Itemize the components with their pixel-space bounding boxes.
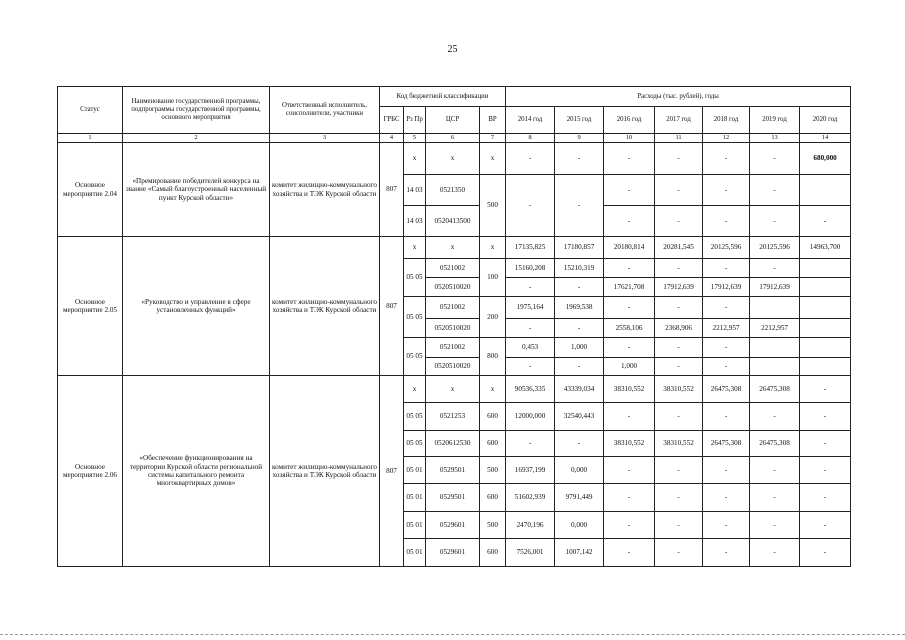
- csr-cell: 0529501: [426, 457, 480, 484]
- value-cell: -: [655, 539, 703, 567]
- executor-cell: комитет жилищно-коммунального хозяйства и ТЭК Курской области: [270, 143, 380, 237]
- vr-cell: х: [480, 376, 506, 403]
- value-cell: -: [750, 175, 800, 206]
- value-cell: -: [506, 319, 555, 338]
- csr-cell: х: [426, 237, 480, 259]
- value-cell: 26475,308: [750, 431, 800, 457]
- csr-cell: 0521350: [426, 175, 480, 206]
- value-cell: -: [555, 278, 604, 297]
- value-cell: -: [604, 175, 655, 206]
- value-cell: -: [800, 539, 851, 567]
- header-program: Наименование государственной программы, подпрограммы государственной программы, основного мероприятия: [123, 87, 270, 134]
- value-cell: 1969,538: [555, 297, 604, 319]
- value-cell: -: [506, 278, 555, 297]
- csr-cell: 0520510020: [426, 278, 480, 297]
- header-year-2014: 2014 год: [506, 107, 555, 134]
- status-cell: Основное мероприятие 2.04: [58, 143, 123, 237]
- value-cell: -: [655, 175, 703, 206]
- vr-cell: х: [480, 143, 506, 175]
- value-cell: 26475,308: [703, 431, 750, 457]
- value-cell: 38310,552: [604, 431, 655, 457]
- csr-cell: 0521002: [426, 338, 480, 358]
- value-cell: -: [604, 143, 655, 175]
- table-row: [58, 237, 851, 259]
- csr-cell: х: [426, 143, 480, 175]
- table-row: [58, 143, 851, 175]
- page-footer-line: [0, 634, 905, 636]
- value-cell: 0,000: [555, 512, 604, 539]
- value-cell: -: [604, 457, 655, 484]
- header-rzpr: Рз Пр: [404, 107, 426, 134]
- value-cell: -: [655, 297, 703, 319]
- column-number: 2: [123, 134, 270, 143]
- csr-cell: 0520510020: [426, 358, 480, 376]
- csr-cell: х: [426, 376, 480, 403]
- value-cell: -: [604, 338, 655, 358]
- vr-cell: 500: [480, 457, 506, 484]
- value-cell: 20281,545: [655, 237, 703, 259]
- value-cell: -: [750, 143, 800, 175]
- value-cell: -: [750, 403, 800, 431]
- column-number: 1: [58, 134, 123, 143]
- value-cell: 17912,639: [655, 278, 703, 297]
- csr-cell: 0521253: [426, 403, 480, 431]
- header-status: Статус: [58, 87, 123, 134]
- value-cell: -: [800, 206, 851, 237]
- rzpr-cell: 05 05: [404, 297, 426, 338]
- program-name-cell: «Премирование победителей конкурса на звание «Самый благоустроенный населенный пункт Курской области»: [123, 143, 270, 237]
- vr-cell: 600: [480, 484, 506, 512]
- value-cell: -: [604, 206, 655, 237]
- value-cell: 20125,596: [703, 237, 750, 259]
- vr-cell: 500: [480, 175, 506, 237]
- value-cell: -: [604, 512, 655, 539]
- csr-cell: 0520612530: [426, 431, 480, 457]
- value-cell: -: [750, 206, 800, 237]
- value-cell: 17621,708: [604, 278, 655, 297]
- value-cell: -: [703, 259, 750, 278]
- value-cell: 38310,552: [655, 431, 703, 457]
- value-cell: 38310,552: [655, 376, 703, 403]
- program-name-cell: «Обеспечение функционирования на территории Курской области региональной системы капитального ремонта многоквартирных домов»: [123, 376, 270, 567]
- value-cell: [800, 259, 851, 278]
- rzpr-cell: х: [404, 237, 426, 259]
- header-year-2017: 2017 год: [655, 107, 703, 134]
- value-cell: 90536,335: [506, 376, 555, 403]
- vr-cell: 500: [480, 512, 506, 539]
- rzpr-cell: х: [404, 143, 426, 175]
- vr-cell: 200: [480, 297, 506, 338]
- budget-table: [57, 86, 851, 567]
- value-cell: -: [506, 358, 555, 376]
- csr-cell: 0529501: [426, 484, 480, 512]
- value-cell: -: [703, 539, 750, 567]
- column-number: 9: [555, 134, 604, 143]
- value-cell: -: [604, 539, 655, 567]
- rzpr-cell: 05 05: [404, 259, 426, 297]
- executor-cell: комитет жилищно-коммунального хозяйства и ТЭК Курской области: [270, 376, 380, 567]
- value-cell: -: [655, 457, 703, 484]
- vr-cell: 100: [480, 259, 506, 297]
- value-cell: -: [703, 338, 750, 358]
- value-cell: -: [655, 206, 703, 237]
- value-cell: -: [604, 403, 655, 431]
- value-cell: [800, 319, 851, 338]
- value-cell: 38310,552: [604, 376, 655, 403]
- value-cell: 2368,906: [655, 319, 703, 338]
- value-cell: 20125,596: [750, 237, 800, 259]
- value-cell: 51602,939: [506, 484, 555, 512]
- value-cell: -: [506, 143, 555, 175]
- csr-cell: 0521002: [426, 259, 480, 278]
- value-cell: -: [703, 358, 750, 376]
- rzpr-cell: 05 01: [404, 484, 426, 512]
- value-cell: 43339,034: [555, 376, 604, 403]
- value-cell: 2470,196: [506, 512, 555, 539]
- status-cell: Основное мероприятие 2.06: [58, 376, 123, 567]
- vr-cell: 600: [480, 539, 506, 567]
- value-cell: -: [655, 143, 703, 175]
- column-number: 11: [655, 134, 703, 143]
- grbs-cell: 807: [380, 237, 404, 376]
- value-cell: [750, 297, 800, 319]
- value-cell: -: [800, 403, 851, 431]
- column-number: 6: [426, 134, 480, 143]
- value-cell: [750, 358, 800, 376]
- value-cell: -: [555, 431, 604, 457]
- value-cell: [800, 338, 851, 358]
- value-cell: 15210,319: [555, 259, 604, 278]
- value-cell: -: [604, 259, 655, 278]
- value-cell: 9791,449: [555, 484, 604, 512]
- rzpr-cell: х: [404, 376, 426, 403]
- column-number: 3: [270, 134, 380, 143]
- value-cell: 1,000: [604, 358, 655, 376]
- value-cell: -: [655, 338, 703, 358]
- value-cell: -: [750, 539, 800, 567]
- rzpr-cell: 05 05: [404, 403, 426, 431]
- column-number: 4: [380, 134, 404, 143]
- value-cell: 17912,639: [703, 278, 750, 297]
- grbs-cell: 807: [380, 376, 404, 567]
- vr-cell: 600: [480, 431, 506, 457]
- table-row: [58, 376, 851, 403]
- rzpr-cell: 14 03: [404, 175, 426, 206]
- value-cell: [800, 175, 851, 206]
- value-cell: 0,453: [506, 338, 555, 358]
- value-cell: -: [800, 512, 851, 539]
- page-number: 25: [447, 44, 458, 55]
- value-cell: -: [750, 484, 800, 512]
- executor-cell: комитет жилищно-коммунального хозяйства и ТЭК Курской области: [270, 237, 380, 376]
- value-cell: -: [800, 457, 851, 484]
- value-cell: 26475,308: [750, 376, 800, 403]
- value-cell: -: [655, 512, 703, 539]
- rzpr-cell: 05 01: [404, 512, 426, 539]
- header-year-2016: 2016 год: [604, 107, 655, 134]
- value-cell: 26475,308: [703, 376, 750, 403]
- status-cell: Основное мероприятие 2.05: [58, 237, 123, 376]
- value-cell: -: [703, 403, 750, 431]
- value-cell: -: [555, 175, 604, 237]
- value-cell: 17912,639: [750, 278, 800, 297]
- value-cell: -: [506, 431, 555, 457]
- value-cell: 32540,443: [555, 403, 604, 431]
- value-cell: -: [703, 175, 750, 206]
- csr-cell: 0520413500: [426, 206, 480, 237]
- rzpr-cell: 05 01: [404, 457, 426, 484]
- header-grbs: ГРБС: [380, 107, 404, 134]
- value-cell: -: [655, 403, 703, 431]
- column-number: 8: [506, 134, 555, 143]
- value-cell: 1,000: [555, 338, 604, 358]
- value-cell: 7526,001: [506, 539, 555, 567]
- header-year-2018: 2018 год: [703, 107, 750, 134]
- column-number: 12: [703, 134, 750, 143]
- value-cell: -: [703, 484, 750, 512]
- column-number: 13: [750, 134, 800, 143]
- column-number: 7: [480, 134, 506, 143]
- value-cell: 2558,106: [604, 319, 655, 338]
- value-cell: -: [703, 143, 750, 175]
- value-cell: 17135,825: [506, 237, 555, 259]
- value-cell: -: [800, 431, 851, 457]
- value-cell: 17180,857: [555, 237, 604, 259]
- value-cell: -: [800, 376, 851, 403]
- value-cell: -: [800, 484, 851, 512]
- rzpr-cell: 05 05: [404, 431, 426, 457]
- rzpr-cell: 05 05: [404, 338, 426, 376]
- header-csr: ЦСР: [426, 107, 480, 134]
- value-cell: -: [703, 297, 750, 319]
- value-cell: -: [604, 484, 655, 512]
- value-cell: -: [555, 143, 604, 175]
- header-year-2015: 2015 год: [555, 107, 604, 134]
- value-cell: [800, 278, 851, 297]
- vr-cell: х: [480, 237, 506, 259]
- vr-cell: 800: [480, 338, 506, 376]
- header-budget-code: Код бюджетной классификации: [380, 87, 506, 107]
- value-cell: 20180,814: [604, 237, 655, 259]
- value-cell: -: [750, 512, 800, 539]
- value-cell: -: [703, 206, 750, 237]
- value-cell: -: [750, 457, 800, 484]
- value-cell: -: [703, 457, 750, 484]
- value-cell: 1975,164: [506, 297, 555, 319]
- column-number: 14: [800, 134, 851, 143]
- grbs-cell: 807: [380, 143, 404, 237]
- csr-cell: 0529601: [426, 512, 480, 539]
- value-cell: -: [703, 512, 750, 539]
- value-cell: [800, 358, 851, 376]
- vr-cell: 600: [480, 403, 506, 431]
- value-cell: 0,000: [555, 457, 604, 484]
- value-cell: 1007,142: [555, 539, 604, 567]
- value-cell: 2212,957: [703, 319, 750, 338]
- header-year-2019: 2019 год: [750, 107, 800, 134]
- value-cell: -: [655, 484, 703, 512]
- header-vr: ВР: [480, 107, 506, 134]
- value-cell: 680,000: [800, 143, 851, 175]
- column-number: 5: [404, 134, 426, 143]
- value-cell: -: [555, 358, 604, 376]
- value-cell: 14963,700: [800, 237, 851, 259]
- value-cell: -: [655, 358, 703, 376]
- value-cell: -: [506, 175, 555, 237]
- value-cell: -: [655, 259, 703, 278]
- csr-cell: 0521002: [426, 297, 480, 319]
- value-cell: 2212,957: [750, 319, 800, 338]
- value-cell: 15160,208: [506, 259, 555, 278]
- csr-cell: 0529601: [426, 539, 480, 567]
- value-cell: 12000,000: [506, 403, 555, 431]
- csr-cell: 0520510020: [426, 319, 480, 338]
- value-cell: -: [604, 297, 655, 319]
- program-name-cell: «Руководство и управление в сфере установленных функций»: [123, 237, 270, 376]
- value-cell: [800, 297, 851, 319]
- rzpr-cell: 14 03: [404, 206, 426, 237]
- header-year-2020: 2020 год: [800, 107, 851, 134]
- header-expenses: Расходы (тыс. рублей), годы: [506, 87, 851, 107]
- value-cell: 16937,199: [506, 457, 555, 484]
- value-cell: -: [555, 319, 604, 338]
- value-cell: [750, 338, 800, 358]
- column-number: 10: [604, 134, 655, 143]
- value-cell: -: [750, 259, 800, 278]
- header-executor: Ответственный исполнитель, соисполнители, участники: [270, 87, 380, 134]
- rzpr-cell: 05 01: [404, 539, 426, 567]
